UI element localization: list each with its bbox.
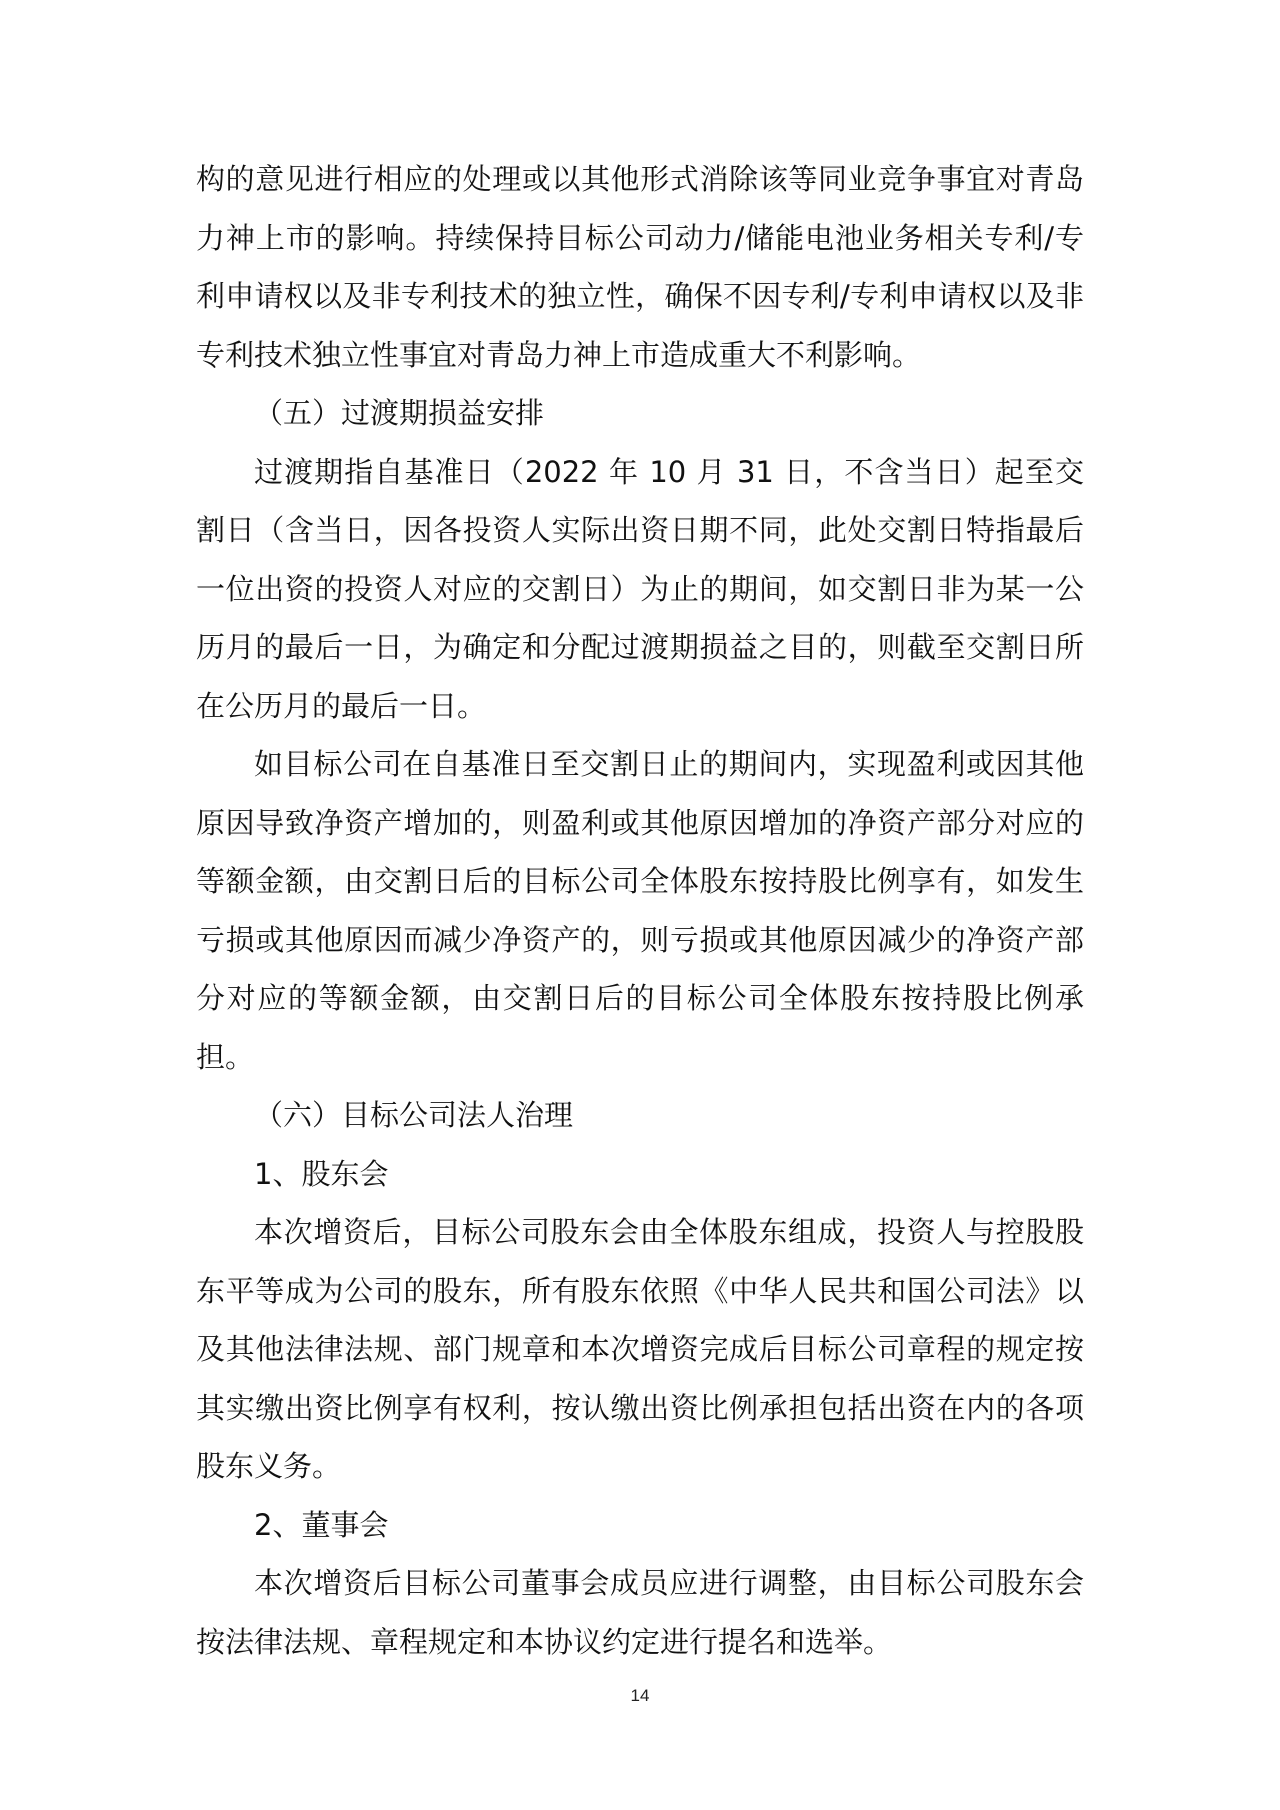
page-number: 14 <box>630 1686 650 1705</box>
paragraph-shareholders-meeting: 本次增资后，目标公司股东会由全体股东组成，投资人与控股股东平等成为公司的股东，所有股东依照《中华人民共和国公司法》以及其他法律法规、部门规章和本次增资完成后目标公司章程的规定按其实缴出资比例享有权利，按认缴出资比例承担包括出资在内的各项股东义务。 <box>196 1215 1084 1483</box>
section-heading-transition-period: （五）过渡期损益安排 <box>254 396 545 430</box>
document-body <box>196 150 1084 1671</box>
subheading-board-of-directors: 2、董事会 <box>254 1507 389 1542</box>
paragraph-transition-period-definition: 过渡期指自基准日（2022 年 10 月 31 日，不含当日）起至交割日（含当日，因各投资人实际出资日期不同，此处交割日特指最后一位出资的投资人对应的交割日）为止的期间，如交割日非为某一公历月的最后一日，为确定和分配过渡期损益之目的，则截至交割日所在公历月的最后一日。 <box>196 454 1084 723</box>
paragraph-profit-loss-allocation: 如目标公司在自基准日至交割日止的期间内，实现盈利或因其他原因导致净资产增加的，则盈利或其他原因增加的净资产部分对应的等额金额，由交割日后的目标公司全体股东按持股比例享有，如发生亏损或其他原因而减少净资产的，则亏损或其他原因减少的净资产部分对应的等额金额，由交割日后的目标公司全体股东按持股比例承担。 <box>196 747 1084 1074</box>
paragraph-continuation: 构的意见进行相应的处理或以其他形式消除该等同业竞争事宜对青岛力神上市的影响。持续保持目标公司动力/储能电池业务相关专利/专利申请权以及非专利技术的独立性，确保不因专利/专利申请权以及非专利技术独立性事宜对青岛力神上市造成重大不利影响。 <box>196 162 1084 372</box>
subheading-shareholders-meeting: 1、股东会 <box>254 1156 389 1191</box>
paragraph-board-of-directors: 本次增资后目标公司董事会成员应进行调整，由目标公司股东会按法律法规、章程规定和本协议约定进行提名和选举。 <box>196 1566 1084 1659</box>
section-heading-corporate-governance: （六）目标公司法人治理 <box>254 1098 574 1132</box>
